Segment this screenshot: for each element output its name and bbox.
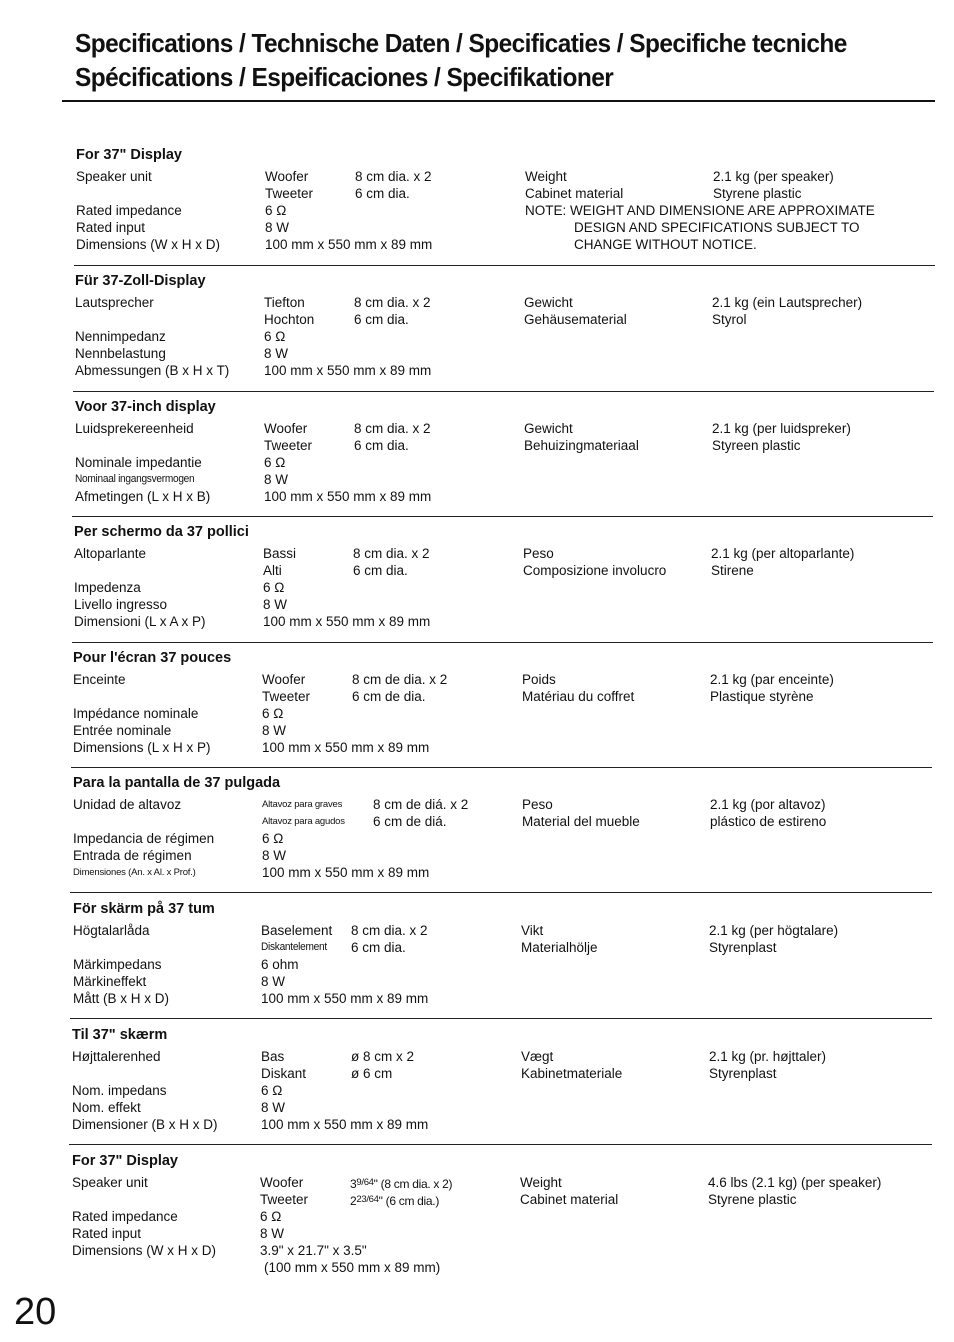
weight-label: Weight [520,1175,562,1190]
impedance-label: Nom. impedans [72,1083,167,1098]
impedance-label: Impédance nominale [73,706,199,721]
speaker-label: Unidad de altavoz [73,797,182,812]
dimensions-label: Dimensions (L x H x P) [73,740,211,755]
input-value: 8 W [260,1226,285,1241]
section-heading: Til 37" skærm [72,1027,168,1043]
dimensions-value: 100 mm x 550 mm x 89 mm [263,614,431,629]
tweeter-value-group [350,1191,439,1210]
tweeter-value: ø 6 cm [351,1066,393,1081]
page-title [75,26,883,94]
dimensions-value: 100 mm x 550 mm x 89 mm [265,237,433,252]
impedance-value: 6 ohm [261,957,299,972]
input-value: 8 W [262,848,287,863]
input-value: 8 W [261,974,286,989]
tweeter-value: " (6 cm dia.) [378,1194,440,1208]
woofer-value: 8 cm de diá. x 2 [373,797,469,812]
impedance-value: 6 Ω [260,1209,282,1224]
impedance-value: 6 Ω [262,706,284,721]
dimensions-label: Abmessungen (B x H x T) [75,363,230,378]
woofer-label: Tiefton [264,295,305,310]
woofer-value: 8 cm dia. x 2 [354,421,431,436]
dimensions-value: 100 mm x 550 mm x 89 mm [264,363,432,378]
tweeter-label: Alti [263,563,282,578]
input-label: Märkineffekt [73,974,147,989]
input-value: 8 W [265,220,290,235]
tweeter-label: Diskant [261,1066,307,1081]
weight-value: 2.1 kg (por altavoz) [710,797,826,812]
cabinet-label: Matériau du coffret [522,689,635,704]
tweeter-label: Tweeter [260,1192,309,1207]
cabinet-value: Styrene plastic [708,1192,797,1207]
input-value: 8 W [263,597,288,612]
impedance-label: Nominale impedantie [75,455,202,470]
woofer-value: 8 cm dia. x 2 [354,295,431,310]
page-title-line-2: Spécifications / Espeificaciones / Specifikationer [75,62,614,92]
speaker-label: Højttalerenhed [72,1049,161,1064]
speaker-label: Speaker unit [72,1175,148,1190]
input-value: 8 W [262,723,287,738]
weight-label: Weight [525,169,567,184]
tweeter-label: Tweeter [264,438,313,453]
woofer-label: Bassi [263,546,297,561]
input-value: 8 W [264,346,289,361]
dimensions-value: 100 mm x 550 mm x 89 mm [264,489,432,504]
input-value: 8 W [261,1100,286,1115]
tweeter-label: Hochton [264,312,315,327]
input-label: Entrée nominale [73,723,172,738]
woofer-label: Bas [261,1049,285,1064]
woofer-label: Woofer [262,672,306,687]
tweeter-value: 6 cm dia. [355,186,410,201]
woofer-value-fraction: 9/64 [356,1177,374,1188]
section-divider [72,516,933,517]
weight-label: Poids [522,672,556,687]
section-heading: Für 37-Zoll-Display [75,273,206,289]
input-label: Rated input [76,220,146,235]
woofer-value: 8 cm dia. x 2 [355,169,432,184]
note-line-3: CHANGE WITHOUT NOTICE. [574,237,757,252]
input-label: Entrada de régimen [73,848,192,863]
weight-label: Peso [523,546,554,561]
section-divider [73,391,934,392]
section-divider [69,1144,932,1145]
section-heading: Voor 37-inch display [75,399,216,415]
woofer-value: 8 cm dia. x 2 [353,546,430,561]
speaker-label: Högtalarlåda [73,923,150,938]
input-label: Nominaal ingangsvermogen [75,473,195,485]
dimensions-label: Dimensioner (B x H x D) [72,1117,218,1132]
dimensions-value: 100 mm x 550 mm x 89 mm [262,865,430,880]
cabinet-value: Styreen plastic [712,438,801,453]
section-divider [72,642,933,643]
weight-label: Peso [522,797,553,812]
tweeter-value: 6 cm dia. [353,563,408,578]
weight-value: 2.1 kg (per högtalare) [709,923,839,938]
weight-label: Gewicht [524,421,573,436]
cabinet-label: Materialhölje [521,940,598,955]
weight-value: 2.1 kg (pr. højttaler) [709,1049,827,1064]
cabinet-value: Styrenplast [709,1066,777,1081]
dimensions-label: Dimensiones (An. x Al. x Prof.) [73,867,196,878]
speaker-label: Altoparlante [74,546,147,561]
weight-value: 2.1 kg (ein Lautsprecher) [712,295,863,310]
cabinet-value: Styrenplast [709,940,777,955]
weight-value: 4.6 lbs (2.1 kg) (per speaker) [708,1175,882,1190]
dimensions-label: Dimensions (W x H x D) [72,1243,217,1258]
cabinet-label: Kabinetmateriale [521,1066,623,1081]
impedance-label: Rated impedance [72,1209,178,1224]
cabinet-label: Gehäusematerial [524,312,627,327]
woofer-value: 8 cm dia. x 2 [351,923,428,938]
tweeter-label: Tweeter [265,186,314,201]
speaker-label: Luidsprekereenheid [75,421,194,436]
input-label: Nennbelastung [75,346,166,361]
woofer-value-whole: 3 [350,1177,357,1191]
impedance-label: Nennimpedanz [75,329,166,344]
dimensions-label: Dimensions (W x H x D) [76,237,221,252]
dimensions-label: Afmetingen (L x H x B) [75,489,211,504]
dimensions-label: Dimensioni (L x A x P) [74,614,206,629]
input-label: Rated input [72,1226,142,1241]
tweeter-label: Tweeter [262,689,311,704]
note-line-2: DESIGN AND SPECIFICATIONS SUBJECT TO [574,220,860,235]
tweeter-value-fraction: 23/64 [356,1194,379,1205]
weight-value: 2.1 kg (per speaker) [713,169,834,184]
cabinet-label: Behuizingmateriaal [524,438,639,453]
section-divider [70,1018,932,1019]
woofer-label: Woofer [265,169,309,184]
weight-label: Vikt [521,923,544,938]
dimensions-value-metric: (100 mm x 550 mm x 89 mm) [264,1260,441,1275]
weight-label: Gewicht [524,295,573,310]
cabinet-value: Styrene plastic [713,186,802,201]
dimensions-value: 100 mm x 550 mm x 89 mm [261,991,429,1006]
impedance-value: 6 Ω [264,455,286,470]
dimensions-label: Mått (B x H x D) [73,991,170,1006]
note-line-1: NOTE: WEIGHT AND DIMENSIONE ARE APPROXIMATE [525,203,875,218]
impedance-label: Impedancia de régimen [73,831,215,846]
tweeter-value: 6 cm dia. [354,312,409,327]
weight-value: 2.1 kg (par enceinte) [710,672,834,687]
impedance-label: Märkimpedans [73,957,162,972]
speaker-label: Lautsprecher [75,295,154,310]
cabinet-value: plástico de estireno [710,814,827,829]
section-heading: Pour l'écran 37 pouces [73,650,232,666]
dimensions-value: 3.9" x 21.7" x 3.5" [260,1243,367,1258]
woofer-value: 8 cm de dia. x 2 [352,672,448,687]
cabinet-label: Material del mueble [522,814,640,829]
title-divider [62,100,935,102]
section-heading: Para la pantalla de 37 pulgada [73,775,281,791]
woofer-label: Baselement [261,923,333,938]
input-label: Nom. effekt [72,1100,141,1115]
woofer-label: Altavoz para graves [262,799,343,810]
cabinet-value: Styrol [712,312,747,327]
input-value: 8 W [264,472,289,487]
tweeter-value: 6 cm dia. [354,438,409,453]
dimensions-value: 100 mm x 550 mm x 89 mm [262,740,430,755]
impedance-label: Rated impedance [76,203,182,218]
weight-label: Vægt [521,1049,554,1064]
weight-value: 2.1 kg (per altoparlante) [711,546,855,561]
woofer-label: Woofer [260,1175,304,1190]
section-divider [74,265,935,266]
page-number: 20 [14,1291,57,1333]
dimensions-value: 100 mm x 550 mm x 89 mm [261,1117,429,1132]
cabinet-value: Plastique styrène [710,689,814,704]
impedance-value: 6 Ω [265,203,287,218]
weight-value: 2.1 kg (per luidspreker) [712,421,851,436]
woofer-value: ø 8 cm x 2 [351,1049,415,1064]
cabinet-value: Stirene [711,563,754,578]
speaker-label: Speaker unit [76,169,152,184]
cabinet-label: Cabinet material [520,1192,619,1207]
section-divider [70,892,932,893]
tweeter-label: Altavoz para agudos [262,816,345,827]
section-heading: Per schermo da 37 pollici [74,524,249,540]
woofer-label: Woofer [264,421,308,436]
input-label: Livello ingresso [74,597,168,612]
impedance-value: 6 Ω [263,580,285,595]
section-heading: För skärm på 37 tum [73,901,215,917]
tweeter-value: 6 cm dia. [351,940,406,955]
tweeter-label: Diskantelement [261,941,327,953]
tweeter-value-whole: 2 [350,1194,357,1208]
impedance-value: 6 Ω [264,329,286,344]
cabinet-label: Cabinet material [525,186,624,201]
impedance-label: Impedenza [74,580,141,595]
section-heading: For 37" Display [72,1153,178,1169]
tweeter-value: 6 cm de diá. [373,814,447,829]
cabinet-label: Composizione involucro [523,563,667,578]
tweeter-value: 6 cm de dia. [352,689,426,704]
impedance-value: 6 Ω [261,1083,283,1098]
speaker-label: Enceinte [73,672,126,687]
page-title-line-1: Specifications / Technische Daten / Specificaties / Specifiche tecniche [75,28,847,58]
section-heading: For 37" Display [76,147,182,163]
woofer-value: " (8 cm dia. x 2) [373,1177,453,1191]
section-divider [71,767,932,768]
impedance-value: 6 Ω [262,831,284,846]
